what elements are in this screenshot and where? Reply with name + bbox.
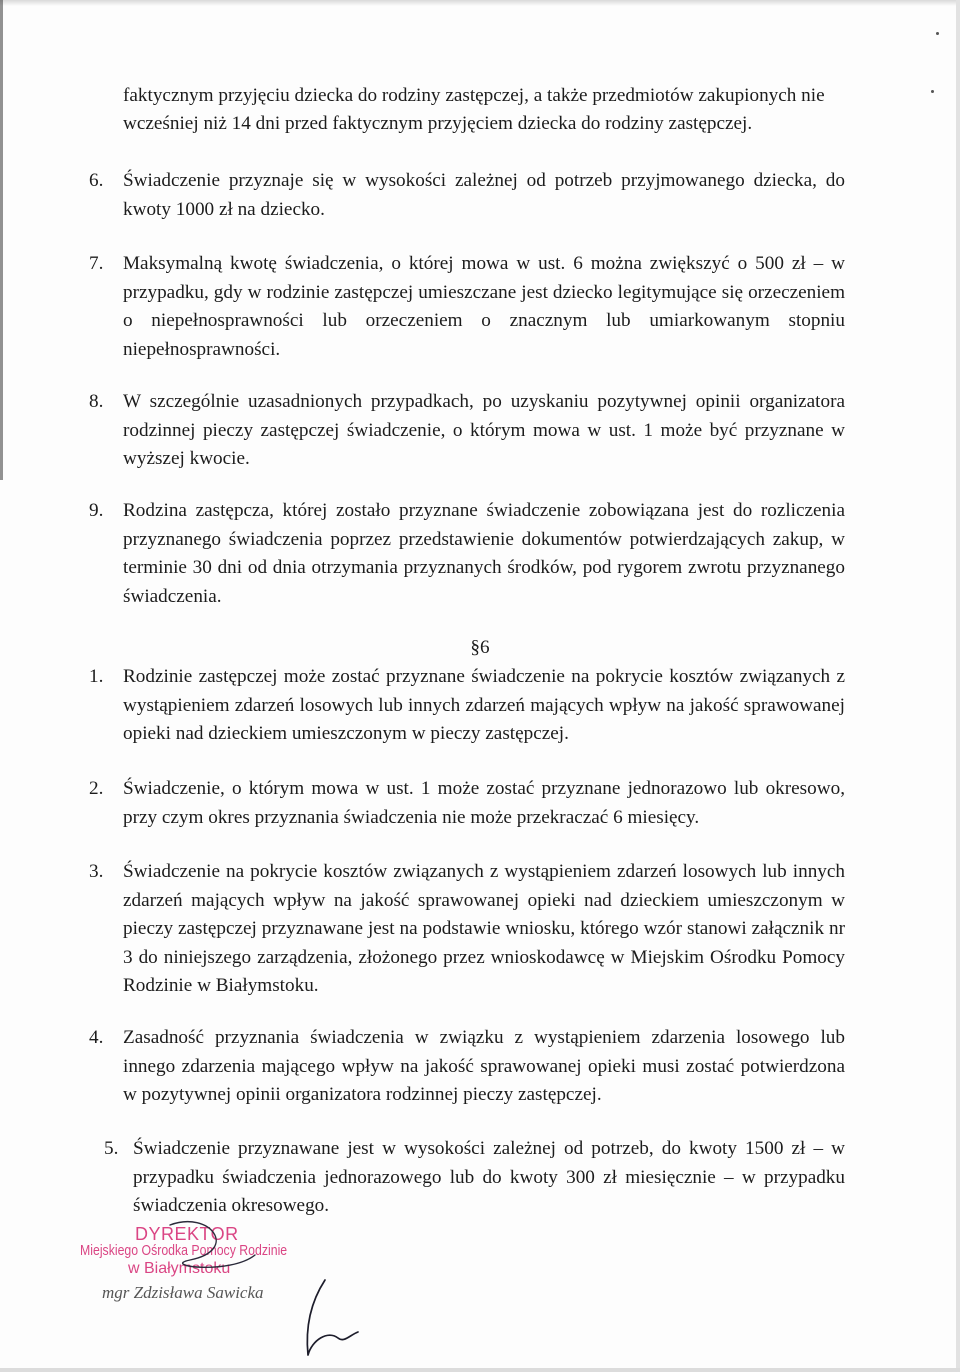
section-heading: §6 [470, 637, 490, 658]
paragraph-8: W szczególnie uzasadnionych przypadkach, po uzyskaniu pozytywnej opinii organizatora rodzinnej pieczy zastępczej świadczenie, o którym mowa w ust. 1 może być przyznane w wyższej kwocie. [123, 391, 845, 469]
item-number: 5. [104, 1138, 119, 1159]
stamp-institution: Miejskiego Ośrodka Pomocy Rodzinie [80, 1242, 288, 1259]
section-6-item-1: Rodzinie zastępczej może zostać przyznane świadczenie na pokrycie kosztów związanych z wystąpieniem zdarzeń losowych lub innych zdarzeń mających wpływ na jakość sprawowanej opieki nad dzieckiem umieszczonym w pieczy zastępczej. [123, 666, 845, 744]
item-number: 3. [89, 861, 104, 882]
item-number: 4. [89, 1027, 104, 1048]
stamp-city: w Białymstoku [128, 1260, 231, 1277]
intro-line-1: faktycznym przyjęciu dziecka do rodziny zastępczej, a także przedmiotów zakupionych nie [123, 85, 825, 106]
section-6-item-5: Świadczenie przyznawane jest w wysokości zależnej od potrzeb, do kwoty 1500 zł – w przypadku świadczenia jednorazowego lub do kwoty 300 zł miesięcznie – w przypadku świadczenia okresowego. [133, 1138, 845, 1216]
section-6-item-3: Świadczenie na pokrycie kosztów związanych z wystąpieniem zdarzeń losowych lub innych zdarzeń mających wpływ na jakość sprawowanej opieki nad dzieckiem umieszczonym w pieczy zastępczej przyznawane jest na podstawie wniosku, którego wzór stanowi załącznik nr 3 do niniejszego zarządzenia, złożonego przez wnioskodawcę w Miejskim Ośrodku Pomocy Rodzinie w Białymstoku. [123, 861, 845, 996]
item-number: 1. [89, 666, 104, 687]
handwritten-signature [100, 1200, 380, 1360]
paragraph-7: Maksymalną kwotę świadczenia, o której mowa w ust. 6 można zwiększyć o 500 zł – w przypadku, gdy w rodzinie zastępczej umieszczane jest dziecko legitymujące się orzeczeniem o niepełnosprawności lub orzeczeniem o znacznym lub umiarkowanym stopniu niepełnosprawności. [123, 253, 845, 360]
section-6-item-2: Świadczenie, o którym mowa w ust. 1 może zostać przyznane jednorazowo lub okresowo, przy czym okres przyznania świadczenia nie może przekraczać 6 miesięcy. [123, 778, 845, 828]
item-number: 9. [89, 500, 104, 521]
item-number: 2. [89, 778, 104, 799]
stamp-title: DYREKTOR [135, 1224, 239, 1244]
director-name-stamp: mgr Zdzisława Sawicka [102, 1283, 264, 1302]
item-number: 6. [89, 170, 104, 191]
paragraph-6: Świadczenie przyznaje się w wysokości zależnej od potrzeb przyjmowanego dziecka, do kwoty 1000 zł na dziecko. [123, 170, 845, 220]
item-number: 8. [89, 391, 104, 412]
item-number: 7. [89, 253, 104, 274]
intro-line-2: wcześniej niż 14 dni przed faktycznym przyjęciem dziecka do rodziny zastępczej. [123, 113, 753, 134]
section-6-item-4: Zasadność przyznania świadczenia w związku z wystąpieniem zdarzenia losowego lub innego zdarzenia mającego wpływ na jakość sprawowanej opieki musi zostać potwierdzona w pozytywnej opinii organizatora rodzinnej pieczy zastępczej. [123, 1027, 845, 1105]
paragraph-9: Rodzina zastępcza, której zostało przyznane świadczenie zobowiązana jest do rozliczenia przyznanego świadczenia poprzez przedstawienie dokumentów potwierdzających zakup, w terminie 30 dni od dnia otrzymania przyznanych środków, pod rygorem zwrotu przyznanego świadczenia. [123, 500, 845, 607]
